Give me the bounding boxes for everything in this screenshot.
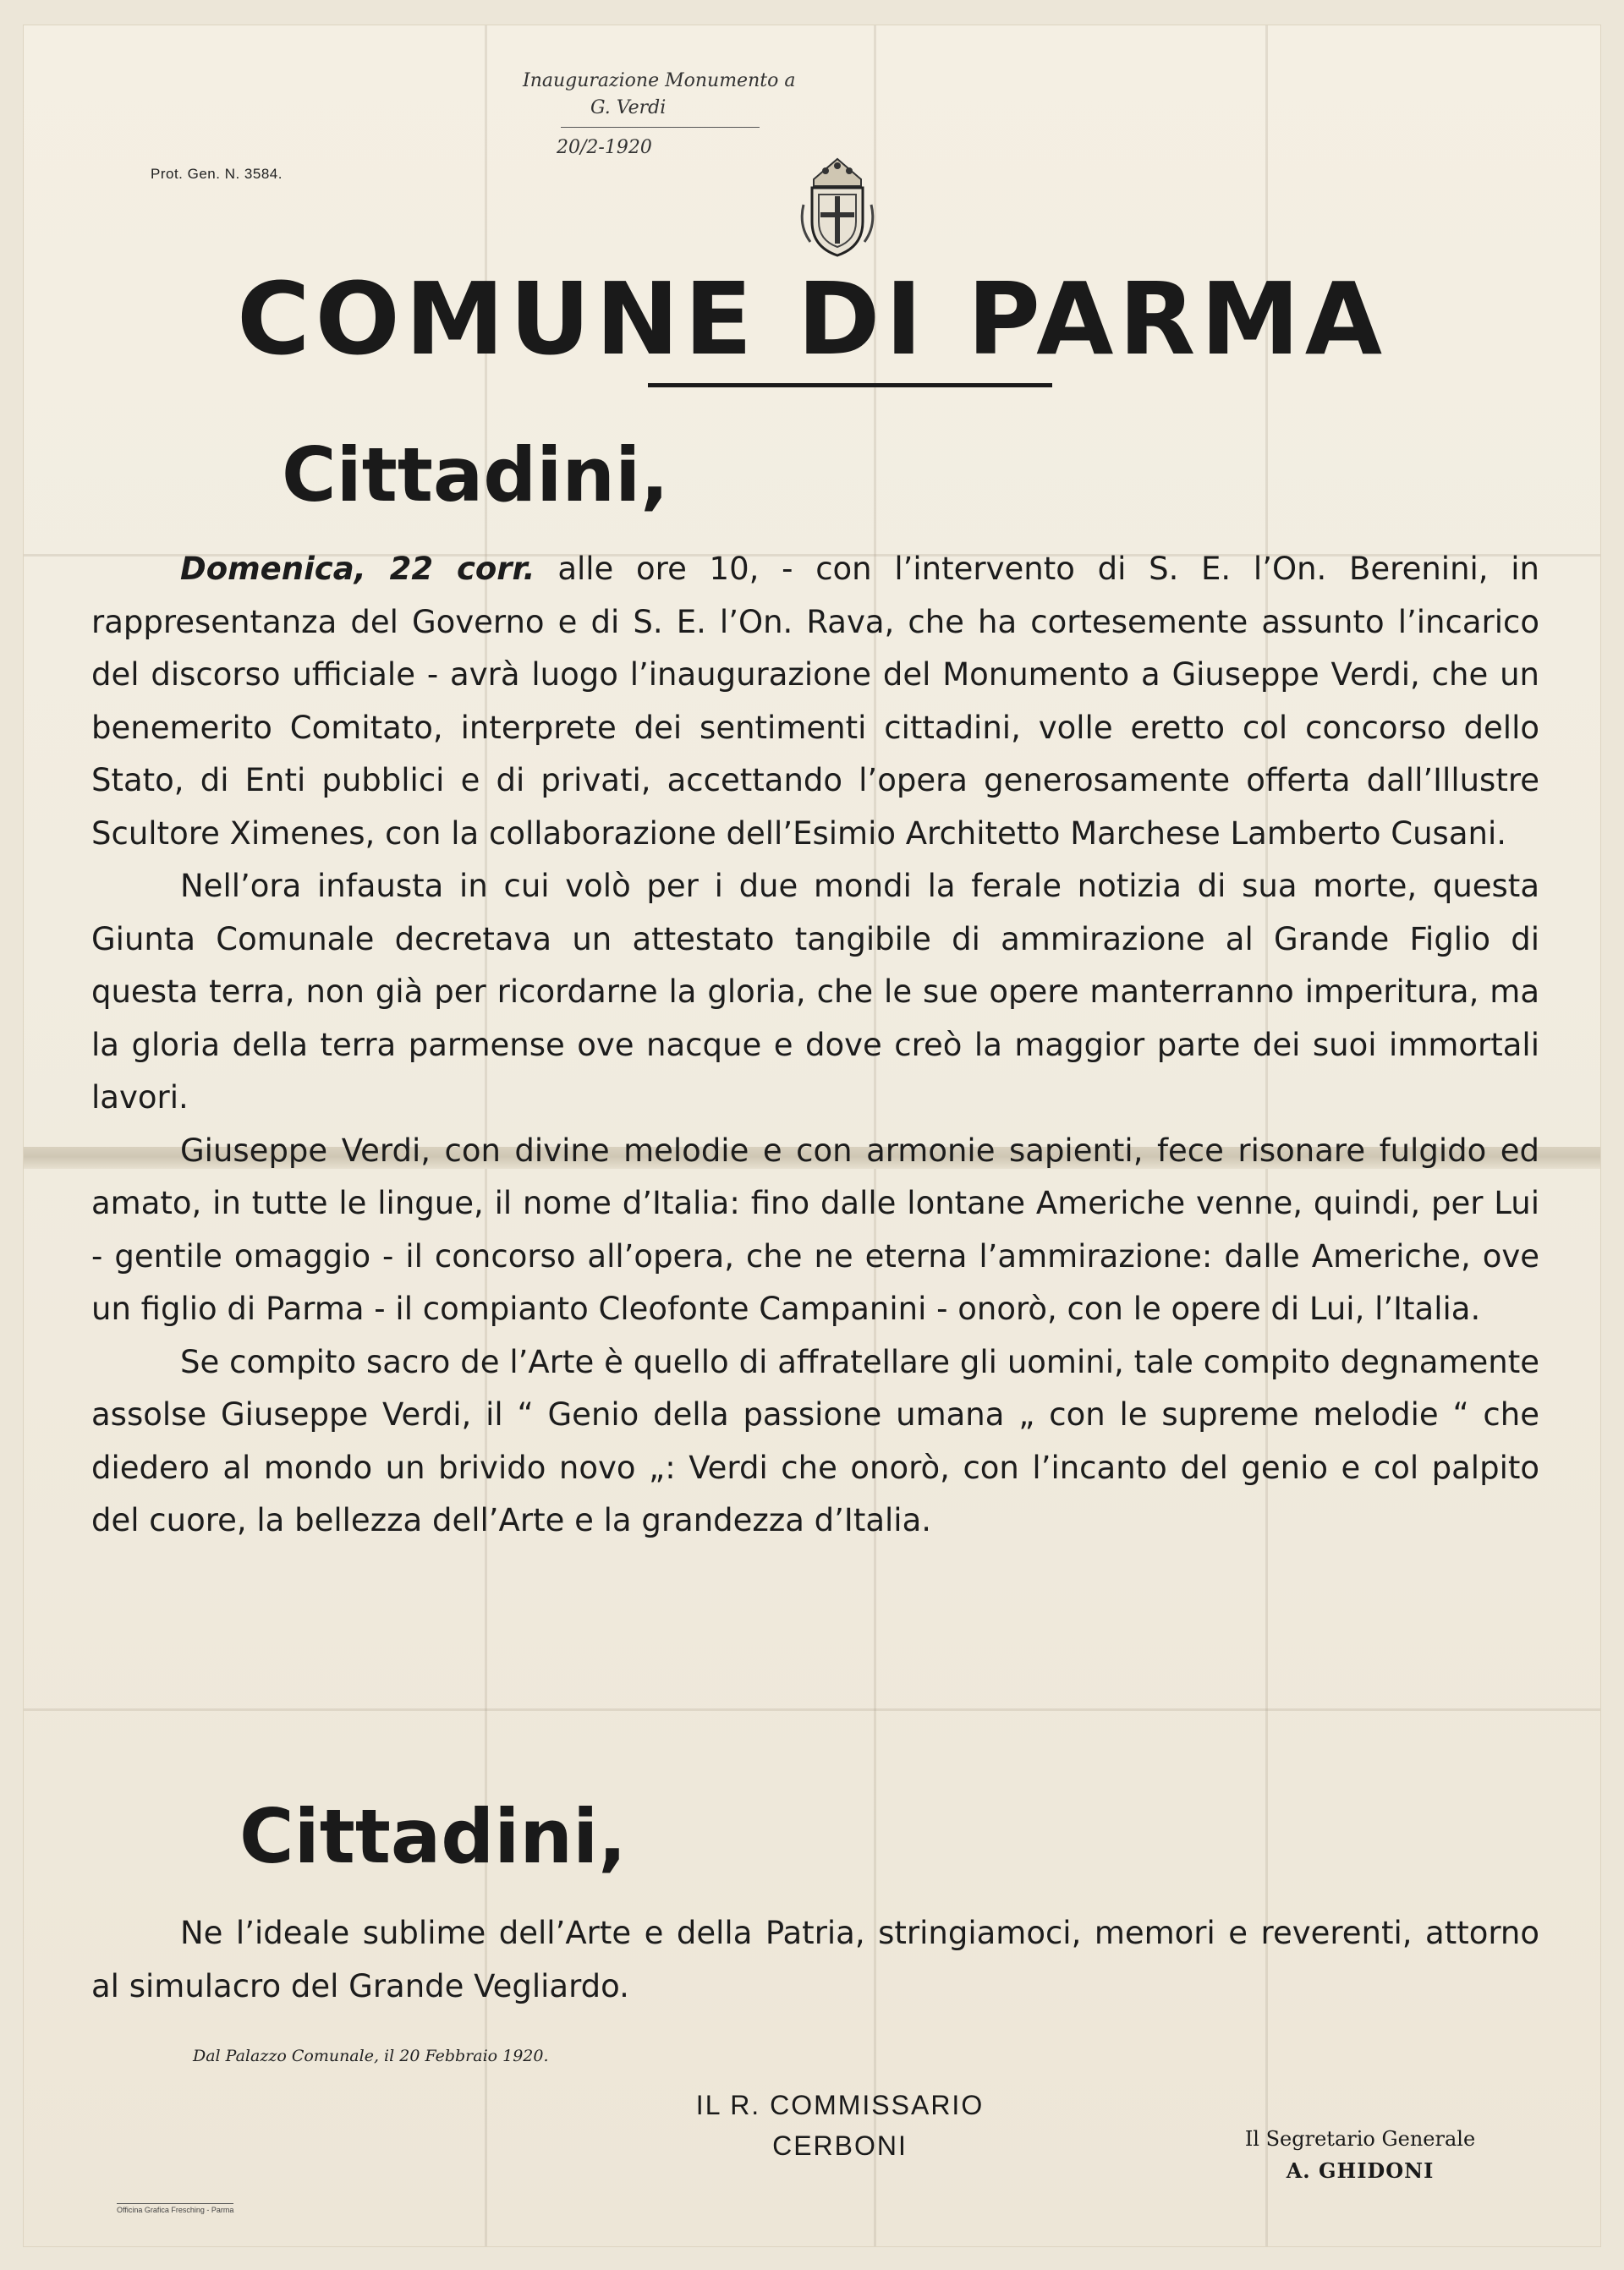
heading-cittadini: Cittadini, <box>282 431 669 518</box>
handwritten-line-2: G. Verdi <box>590 97 667 118</box>
dateline: Dal Palazzo Comunale, il 20 Febbraio 1920. <box>193 2047 549 2065</box>
protocol-number: Prot. Gen. N. 3584. <box>151 166 283 182</box>
commissario-signature <box>662 2085 1018 2166</box>
handwritten-date: 20/2-1920 <box>557 137 652 158</box>
heading-cittadini-2: Cittadini, <box>239 1793 627 1880</box>
body-top <box>91 543 1539 1548</box>
handwritten-line-1: Inaugurazione Monumento a <box>523 70 796 91</box>
segretario-title: Il Segretario Generale <box>1244 2127 1476 2151</box>
printer-imprint: Officina Grafica Fresching - Parma <box>117 2203 233 2214</box>
handwritten-note <box>523 68 795 162</box>
title-underline <box>648 383 1052 387</box>
segretario-name: A. GHIDONI <box>1286 2158 1435 2183</box>
commissario-name: CERBONI <box>772 2130 908 2161</box>
handwritten-underline <box>561 127 760 128</box>
body-bottom <box>91 1907 1539 2013</box>
paragraph-2: Nell’ora infausta in cui volò per i due mondi la ferale notizia di sua morte, questa Giunta Comunale decretava un attestato tangibile di ammirazione al Grande Figlio di questa terra, non già per ricordarne la gloria, che le sue opere manterranno imperitura, ma la gloria della terra parmense ove nacque e dove creò la maggior parte dei suoi immortali lavori. <box>91 868 1539 1116</box>
commissario-title: IL R. COMMISSARIO <box>695 2090 985 2120</box>
paragraph-1-lead: Domenica, 22 corr. <box>180 551 535 587</box>
paragraph-3: Giuseppe Verdi, con divine melodie e con armonie sapienti, fece risonare fulgido ed amato, in tutte le lingue, il nome d’Italia: fino dalle lontane Americhe venne, quindi, per Lui - gentile omaggio - il concorso all’opera, che ne eterna l’ammirazione: dalle Americhe, ove un figlio di Parma - il compianto Cleofonte Campanini - onorò, con le opere di Lui, l’Italia. <box>91 1132 1539 1327</box>
segretario-signature <box>1242 2123 1479 2187</box>
poster-sheet <box>24 25 1600 2246</box>
paragraph-1 <box>91 543 1539 860</box>
paragraph-1-text: alle ore 10, - con l’intervento di S. E. l’On. Berenini, in rappresentanza del Governo e di S. E. l’On. Rava, che ha cortesemente assunto l’incarico del discorso ufficiale - avrà luogo l’inaugurazione del Monumento a Giuseppe Verdi, che un benemerito Comitato, interprete dei sentimenti cittadini, volle eretto col concorso dello Stato, di Enti pubblici e di privati, accettando l’opera generosamente offerta dall’Illustre Scultore Ximenes, con la collaborazione dell’Esimio Architetto Marchese Lamberto Cusani. <box>91 551 1540 852</box>
paragraph-5: Ne l’ideale sublime dell’Arte e della Patria, stringiamoci, memori e reverenti, attorno al simulacro del Grande Vegliardo. <box>91 1915 1539 2004</box>
fold-crease <box>24 1708 1600 1711</box>
page-title: COMUNE DI PARMA <box>236 260 1388 377</box>
coat-of-arms-icon <box>797 154 878 259</box>
paragraph-4: Se compito sacro de l’Arte è quello di affratellare gli uomini, tale compito degnamente assolse Giuseppe Verdi, il “ Genio della passione umana „ con le supreme melodie “ che diedero al mondo un brivido novo „: Verdi che onorò, con l’incanto del genio e col palpito del cuore, la bellezza dell’Arte e la grandezza d’Italia. <box>91 1343 1539 1538</box>
